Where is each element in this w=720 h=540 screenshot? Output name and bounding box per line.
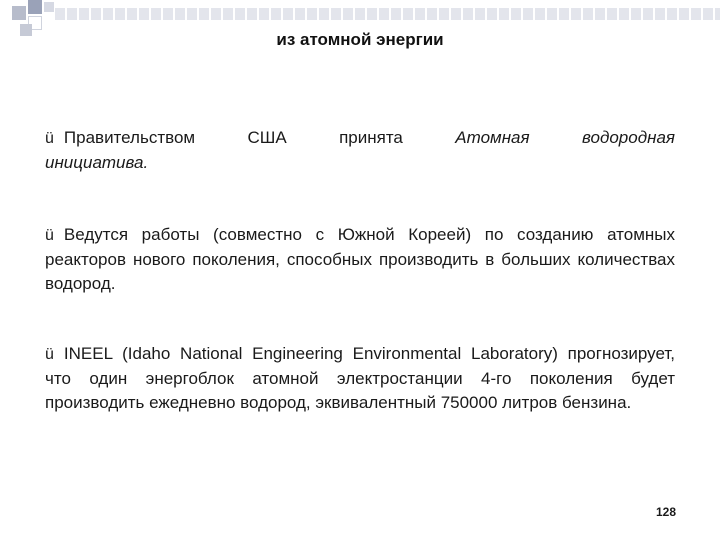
bullet-word: Правительством — [63, 128, 196, 147]
checkmark-icon: ü — [45, 346, 54, 363]
page-number: 128 — [655, 505, 676, 519]
checkmark-icon: ü — [45, 227, 54, 244]
checkmark-icon: ü — [45, 130, 54, 147]
top-decorative-bar — [54, 8, 720, 20]
bullet-word-italic: Атомная — [455, 128, 530, 147]
bullet-paragraph-2 — [45, 223, 675, 296]
bullet-paragraph-1 — [45, 126, 675, 175]
bullet-text: Ведутся работы (совместно с Южной Кореей) по созданию атомных реакторов нового поколения, способных производить в больших количествах водород. — [45, 225, 675, 293]
decor-square — [28, 0, 42, 14]
decor-square — [12, 6, 26, 20]
bullet-paragraph-3 — [45, 342, 675, 415]
bullet-text: INEEL (Idaho National Engineering Environmental Laboratory) прогнозирует, что один энергоблок атомной электростанции 4-го поколения будет производить ежедневно водород, эквивалентный 750000 литров бензина. — [45, 344, 675, 412]
decor-square — [44, 2, 54, 12]
slide-title: из атомной энергии — [276, 30, 444, 49]
bullet-word: США — [247, 128, 287, 147]
bullet-word: принята — [339, 128, 403, 147]
bullet-word-italic: водородная — [581, 128, 675, 147]
bullet-second-line: инициатива. — [45, 153, 149, 172]
